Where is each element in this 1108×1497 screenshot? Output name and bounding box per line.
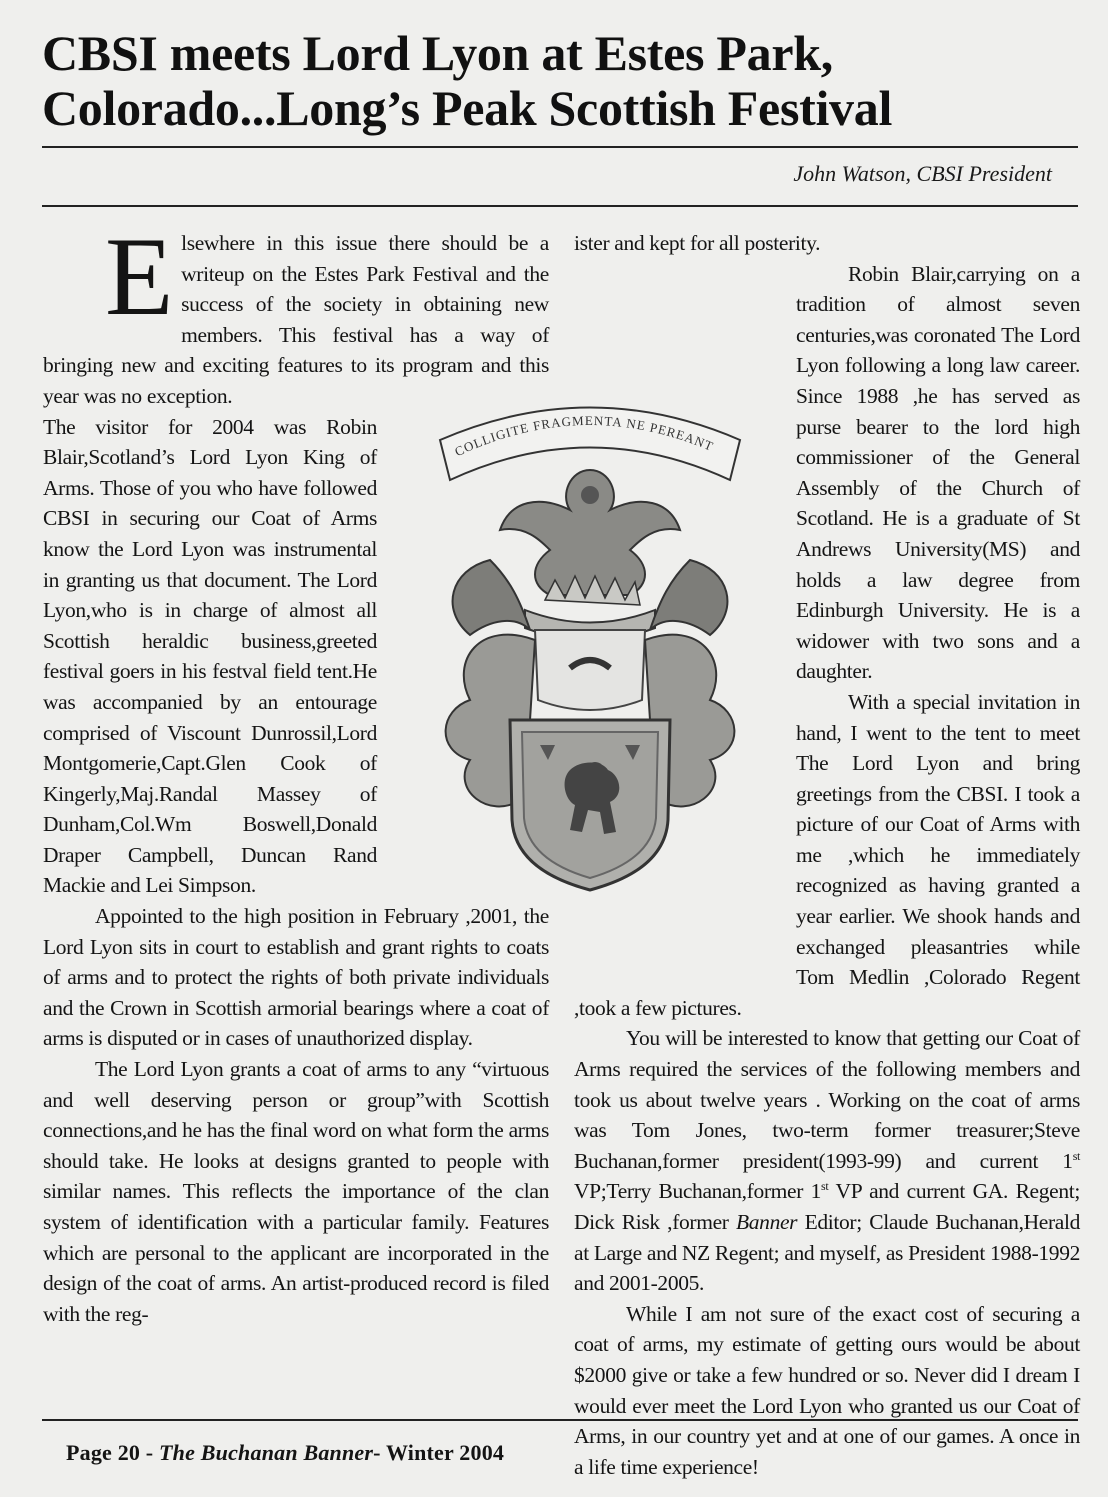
issue-date: Winter 2004 <box>385 1440 505 1465</box>
title-line-1: CBSI meets Lord Lyon at Estes Park, <box>42 25 833 81</box>
page-number: Page 20 <box>66 1440 141 1465</box>
byline: John Watson, CBSI President <box>793 161 1052 186</box>
right-paragraph-2: Robin Blair,carrying on a tradition of almost seven centuries,was coronated The Lord Lyon following a long law career. Since 1988 ,he has served as purse bearer to the lord high commissioner of the General Assembly of the Church of Scotland. He is a graduate of St Andrews University(MS) and holds a law degree from Edinburgh University. He is a widower with two sons and a daughter. <box>574 259 1080 687</box>
right-paragraph-5: While I am not sure of the exact cost of securing a coat of arms, my estimate of getting ours would be about $2000 give or take a few hundred or so. Never did I dream I would ever meet the Lord Lyon who granted us our Coat of Arms, in our country yet and at one of our games. A once in a life time experience! <box>574 1301 1080 1479</box>
publication-name: The Buchanan Banner <box>159 1440 374 1465</box>
right-paragraph-1: ister and kept for all posterity. <box>574 231 821 255</box>
article-title <box>42 26 1082 136</box>
byline-rule <box>42 205 1078 207</box>
crest-motto: COLLIGITE FRAGMENTA NE PEREANT <box>452 412 717 460</box>
left-paragraph-3: Appointed to the high position in February ,2001, the Lord Lyon sits in court to establish and grant rights to coats of arms and to protect the rights of both private individuals and the Crown in Scottish armorial bearings where a coat of arms is disputed or in cases of unauthorized display. <box>43 904 549 1051</box>
right-paragraph-4: You will be interested to know that getting our Coat of Arms required the services of the following members and took us about twelve years . Working on the coat of arms was Tom Jones, two-term former treasurer;Steve Buchanan,former president(1993-99) and current 1st VP;Terry Buchanan,former 1st VP and current GA. Regent; Dick Risk ,former Banner Editor; Claude Buchanan,Herald at Large and NZ Regent; and myself, as President 1988-1992 and 2001-2005. <box>574 1026 1080 1296</box>
left-paragraph-1: Elsewhere in this issue there should be a writeup on the Estes Park Festival and the success of the society in obtaining new members. This festival has a way of bringing new and exciting features to its program and this year was no exception. <box>43 215 549 408</box>
drop-cap: E <box>105 215 174 339</box>
title-line-2: Colorado...Long’s Peak Scottish Festival <box>42 80 893 136</box>
footer-rule <box>42 1419 1078 1421</box>
title-rule <box>42 146 1078 148</box>
coat-of-arms-crest-icon <box>430 400 750 900</box>
page-footer: Page 20 - The Buchanan Banner- Winter 2004 <box>66 1440 505 1465</box>
right-paragraph-3: With a special invitation in hand, I went to the tent to meet The Lord Lyon and bring greetings from the CBSI. I took a picture of our Coat of Arms with me ,which he immediately recognized as having granted a year earlier. We shook hands and exchanged pleasantries while Tom Medlin ,Colorado Regent ,took a few pictures. <box>574 689 1080 1020</box>
left-paragraph-4: The Lord Lyon grants a coat of arms to any “virtuous and well deserving person or group”with Scottish connections,and he has the final word on what form the arms should take. He looks at designs granted to people with similar names. This reflects the importance of the clan system of identification with a particular family. Features which are personal to the applicant are incorporated in the design of the coat of arms. An artist-produced record is filed with the reg- <box>43 1057 549 1326</box>
left-paragraph-2: The visitor for 2004 was Robin Blair,Scotland’s Lord Lyon King of Arms. Those of you who have followed CBSI in securing our Coat of Arms know the Lord Lyon was instrumental in granting us that document. The Lord Lyon,who is in charge of almost all Scottish heraldic business,greeted festival goers in his festval field tent.He was accompanied by an entourage comprised of Viscount Dunrossil,Lord Montgomerie,Capt.Glen Cook of Kingerly,Maj.Randal Massey of Dunham,Col.Wm Boswell,Donald Draper Campbell, Duncan Rand Mackie and Lei Simpson. <box>43 414 377 898</box>
